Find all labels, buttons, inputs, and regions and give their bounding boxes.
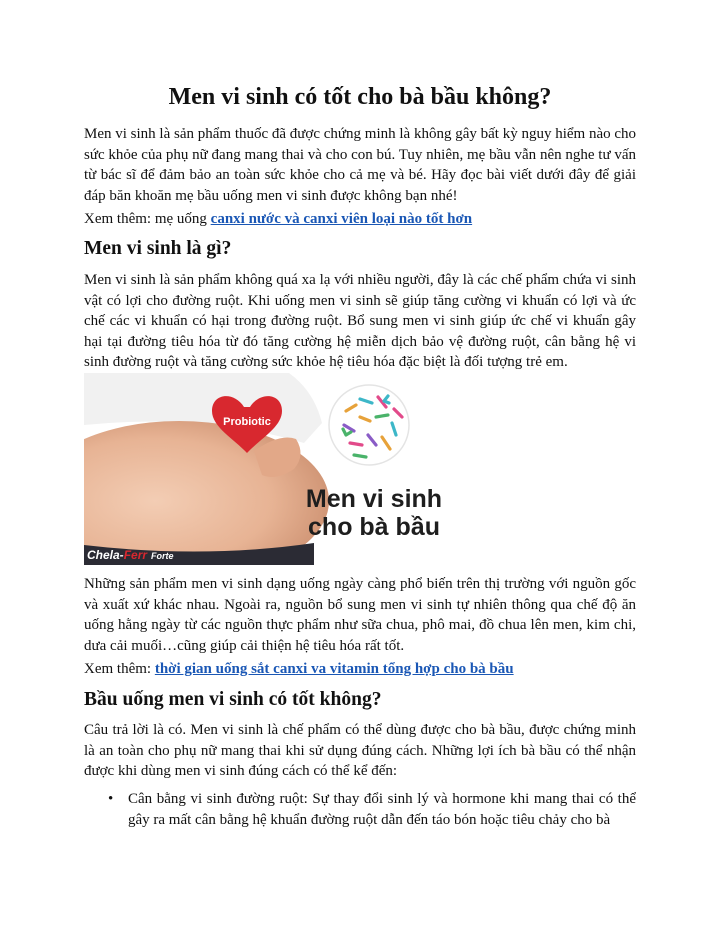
see-also-2 (84, 659, 514, 679)
paragraph-after-image: Những sản phẩm men vi sinh dạng uống ngày càng phổ biến trên thị trường với nguồn gốc và xuất xứ khác nhau. Ngoài ra, nguồn bổ sung men vi sinh tự nhiên thông qua chế độ ăn uống hằng ngày từ các nguồn thực phẩm như sữa chua, phô mai, đồ chua lên men, kim chi, dưa cải muối…cũng giúp cải thiện hệ tiêu hóa rất tốt. (84, 576, 636, 654)
bullet-marker: • (108, 791, 114, 807)
section-1-heading: Men vi sinh là gì? (84, 238, 232, 259)
section-2-body: Câu trả lời là có. Men vi sinh là chế phẩm có thể dùng được cho bà bầu, được chứng minh là an toàn cho phụ nữ mang thai khi sử dụng đúng cách. Những lợi ích bà bầu có thể nhận được khi dùng men vi sinh đúng cách có thể kể đến: (84, 722, 636, 779)
page-title: Men vi sinh có tốt cho bà bầu không? (168, 84, 552, 110)
hero-caption-line2: cho bà bầu (308, 513, 440, 541)
see-also-2-prefix: Xem thêm: (84, 661, 155, 677)
bacteria-circle (329, 385, 409, 465)
brand-part-b: Ferr (123, 548, 148, 562)
probiotic-label: Probiotic (223, 416, 271, 428)
see-also-1-prefix: Xem thêm: mẹ uống (84, 211, 211, 227)
section-1-body: Men vi sinh là sản phẩm không quá xa lạ với nhiều người, đây là các chế phẩm chứa vi sinh vật có lợi cho đường ruột. Khi uống men vi sinh sẽ giúp tăng cường vi khuẩn có lợi và ức chế các vi khuẩn có hại trong đường ruột. Bổ sung men vi sinh giúp ức chế vi khuẩn gây hại tại đường tiêu hóa từ đó tăng cường hệ miễn dịch bảo vệ đường ruột, cân bằng hệ vi sinh đường ruột và tăng cường sức khỏe hệ tiêu hóa đặc biệt là đối tượng trẻ em. (84, 272, 636, 370)
bullet-item: Cân bằng vi sinh đường ruột: Sự thay đổi sinh lý và hormone khi mang thai có thể gây ra mất cân bằng hệ khuẩn đường ruột dẫn đến táo bón hoặc tiêu chảy cho bà (128, 791, 636, 828)
hero-caption-line1: Men vi sinh (305, 485, 443, 513)
see-also-1 (84, 209, 472, 229)
hero-image (84, 373, 464, 565)
brand-logo (87, 548, 174, 562)
see-also-2-link[interactable]: thời gian uống sắt canxi va vitamin tổng hợp cho bà bầu (154, 661, 514, 677)
see-also-1-link[interactable]: canxi nước và canxi viên loại nào tốt hơn (210, 211, 473, 227)
brand-part-c: Forte (151, 551, 174, 561)
hero-illustration (84, 373, 464, 565)
section-2-heading: Bầu uống men vi sinh có tốt không? (84, 689, 382, 710)
brand-part-a: Chela- (87, 548, 124, 562)
intro-paragraph: Men vi sinh là sản phẩm thuốc đã được chứng minh là không gây bất kỳ nguy hiểm nào cho sức khỏe của phụ nữ đang mang thai và cho con bú. Tuy nhiên, mẹ bầu vẫn nên nghe tư vấn từ bác sĩ để đảm bảo an toàn sức khỏe cho cả mẹ và bé. Hãy đọc bài viết dưới đây để giải đáp băn khoăn mẹ bầu uống men vi sinh được không bạn nhé! (84, 126, 637, 204)
